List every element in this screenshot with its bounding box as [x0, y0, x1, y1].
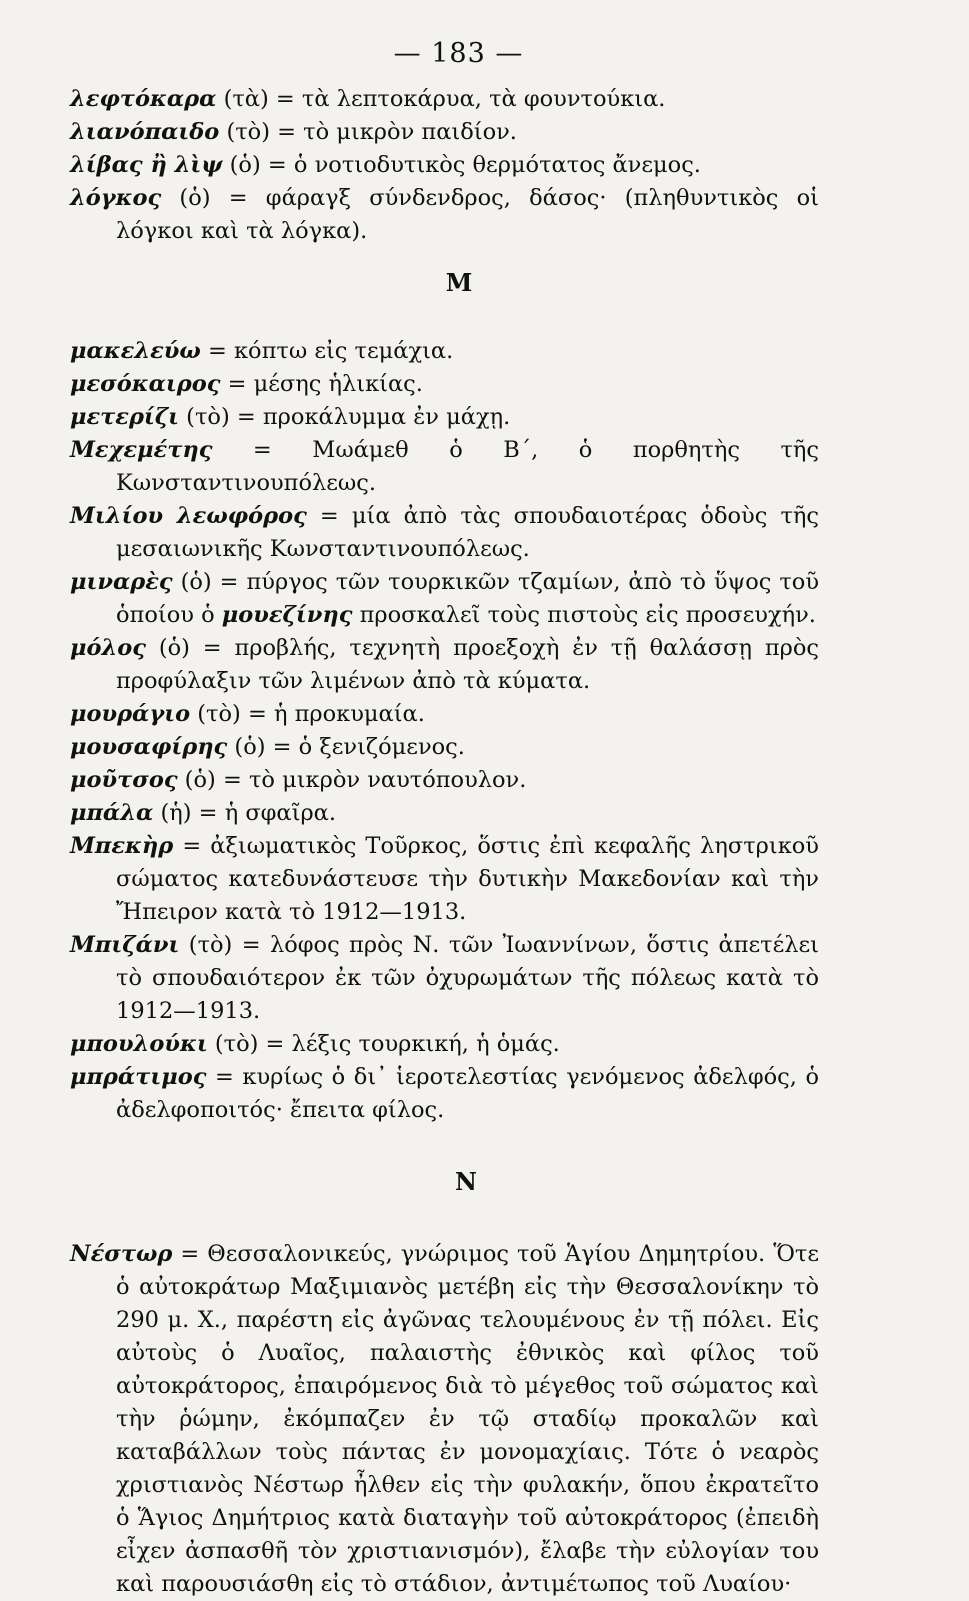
glossary-entry — [70, 149, 819, 182]
glossary-entry — [70, 698, 819, 731]
entry-gloss: = κόπτω εἰς τεμάχια. — [200, 338, 454, 364]
entry-term: λιανόπαιδο — [70, 119, 220, 145]
entry-gloss: (ὁ) = πύργος τῶν τουρκικῶν τζαμίων, ἀπὸ τὸ ὕψος τοῦ ὁποίου ὁ — [116, 569, 819, 628]
entry-term: μιναρὲς — [70, 569, 173, 595]
entry-term: μεσόκαιρος — [70, 371, 221, 397]
entry-gloss: = μέσης ἡλικίας. — [220, 371, 423, 397]
entry-gloss: (ὁ) = φάραγξ σύνδενδρος, δάσος· (πληθυντικὸς οἱ λόγκοι καὶ τὰ λόγκα). — [116, 185, 819, 244]
entry-term: Μπεκὴρ — [70, 833, 174, 859]
entry-term: λίβας ἢ λὶψ — [70, 152, 223, 178]
glossary-entry — [70, 830, 819, 929]
entry-term: λόγκος — [70, 185, 162, 211]
glossary-entry — [70, 182, 819, 248]
entry-term: μπάλα — [70, 800, 154, 826]
entry-gloss: (ὁ) = τὸ μικρὸν ναυτόπουλον. — [177, 767, 527, 793]
glossary-entry — [70, 764, 819, 797]
entry-term: μακελεύω — [70, 338, 201, 364]
glossary-entry-minares — [70, 566, 819, 632]
entry-term: Νέστωρ — [70, 1241, 173, 1267]
page-number: — 183 — — [393, 38, 524, 69]
entry-gloss: (τὸ) = τὸ μικρὸν παιδίον. — [219, 119, 517, 145]
entry-gloss: (τὸ) = λόφος πρὸς Ν. τῶν Ἰωαννίνων, ὅστις ἀπετέλει τὸ σπουδαιότερον ἐκ τῶν ὀχυρωμάτων τῆς πόλεως κατὰ τὸ 1912—1913. — [116, 932, 819, 1024]
glossary-entry — [70, 401, 819, 434]
entry-gloss: (ὁ) = ὁ νοτιοδυτικὸς θερμότατος ἄνεμος. — [222, 152, 701, 178]
glossary-entry — [70, 83, 819, 116]
entry-gloss: = Μωάμεθ ὁ Β΄, ὁ πορθητὴς τῆς Κωνσταντινουπόλεως. — [116, 437, 819, 496]
glossary-entry — [70, 434, 819, 500]
entry-term: μουσαφίρης — [70, 734, 228, 760]
glossary-entry — [70, 1238, 819, 1601]
entry-gloss: (τὰ) = τὰ λεπτοκάρυα, τὰ φουντούκια. — [216, 86, 666, 112]
glossary-entry — [70, 929, 819, 1028]
entry-term: μουράγιο — [70, 701, 191, 727]
entry-term: μετερίζι — [70, 404, 180, 430]
entry-term: μοῦτσος — [70, 767, 178, 793]
entries-nu — [70, 1238, 819, 1601]
entries-mu — [70, 335, 819, 1127]
glossary-entry — [70, 368, 819, 401]
entry-term: Μεχεμέτης — [70, 437, 213, 463]
entry-gloss: = μία ἀπὸ τὰς σπουδαιοτέρας ὁδοὺς τῆς μεσαιωνικῆς Κωνσταντινουπόλεως. — [116, 503, 819, 562]
entry-gloss: = Θεσσαλονικεύς, γνώριμος τοῦ Ἁγίου Δημητρίου. Ὅτε ὁ αὐτοκράτωρ Μαξιμιανὸς μετέβη εἰς τὴν Θεσσαλονίκην τὸ 290 μ. Χ., παρέστη εἰς ἀγῶνας τελουμένους ἐν τῇ πόλει. Εἰς αὐτοὺς ὁ Λυαῖος, παλαιστὴς ἐθνικὸς καὶ φίλος τοῦ αὐτοκράτορος, ἐπαιρόμενος διὰ τὸ μέγεθος τοῦ σώματος καὶ τὴν ῥώμην, ἐκόμπαζεν ἐν τῷ σταδίῳ προκαλῶν καὶ καταβάλλων τοὺς πάντας ἐν μονομαχίαις. Τότε ὁ νεαρὸς χριστιανὸς Νέστωρ ἦλθεν εἰς τὴν φυλακήν, ὅπου ἐκρατεῖτο ὁ Ἅγιος Δημήτριος κατὰ διαταγὴν τοῦ αὐτοκράτορος (ἐπειδὴ εἶχεν ἀσπασθῆ τὸν χριστιανισμόν), ἔλαβε τὴν εὐλογίαν του καὶ παρουσιάσθη εἰς τὸ στάδιον, ἀντιμέτωπος τοῦ Λυαίου· — [116, 1241, 819, 1597]
entry-term: μόλος — [70, 635, 146, 661]
entry-gloss: = ἀξιωματικὸς Τοῦρκος, ὅστις ἐπὶ κεφαλῆς ληστρικοῦ σώματος κατεδυνάστευσε τὴν δυτικὴν Μακεδονίαν καὶ τὴν Ἤπειρον κατὰ τὸ 1912—1913. — [116, 833, 819, 925]
entry-gloss: (ὁ) = ὁ ξενιζόμενος. — [227, 734, 465, 760]
glossary-entry — [70, 335, 819, 368]
entry-gloss: (ὁ) = προβλής, τεχνητὴ προεξοχὴ ἐν τῇ θαλάσσῃ πρὸς προφύλαξιν τῶν λιμένων ἀπὸ τὰ κύματα. — [116, 635, 819, 694]
entry-gloss: = κυρίως ὁ δι᾽ ἱεροτελεστίας γενόμενος ἀδελφός, ὁ ἀδελφοποιτός· ἔπειτα φίλος. — [116, 1064, 819, 1123]
glossary-entry — [70, 500, 819, 566]
entry-gloss: (τὸ) = λέξις τουρκική, ἡ ὁμάς. — [207, 1031, 560, 1057]
glossary-entry — [70, 1028, 819, 1061]
entry-gloss: (τὸ) = προκάλυμμα ἐν μάχῃ. — [179, 404, 511, 430]
entry-term: μπουλούκι — [70, 1031, 208, 1057]
section-heading-n: Ν — [455, 1167, 478, 1196]
entry-gloss: (ἡ) = ἡ σφαῖρα. — [153, 800, 337, 826]
entries-lambda — [70, 83, 819, 248]
section-heading-m: Μ — [445, 268, 474, 297]
glossary-entry — [70, 731, 819, 764]
inline-term: μουεζίνης — [221, 602, 353, 628]
glossary-entry — [70, 632, 819, 698]
entry-term: μπράτιμος — [70, 1064, 207, 1090]
glossary-entry — [70, 797, 819, 830]
glossary-entry — [70, 116, 819, 149]
entry-term: Μιλίου λεωφόρος — [70, 503, 307, 529]
entry-gloss: (τὸ) = ἡ προκυμαία. — [190, 701, 425, 727]
glossary-entry — [70, 1061, 819, 1127]
entry-gloss-continued: προσκαλεῖ τοὺς πιστοὺς εἰς προσευχήν. — [352, 602, 816, 628]
entry-term: Μπιζάνι — [70, 932, 180, 958]
entry-term: λεφτόκαρα — [70, 86, 217, 112]
